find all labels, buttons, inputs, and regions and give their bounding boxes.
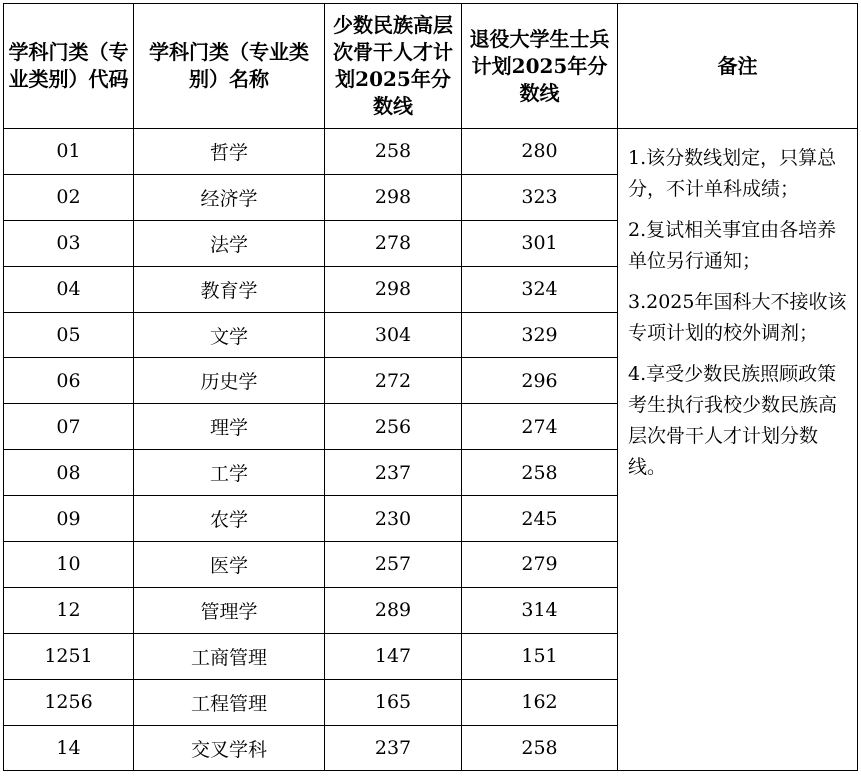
cell-code: 06 <box>4 358 134 404</box>
cell-code: 12 <box>4 587 134 633</box>
cell-minority-score: 289 <box>325 587 462 633</box>
note-item: 3.2025年国科大不接收该专项计划的校外调剂； <box>628 291 847 344</box>
cell-minority-score: 298 <box>325 174 462 220</box>
cell-name: 法学 <box>134 220 325 266</box>
cell-name: 经济学 <box>134 174 325 220</box>
cell-name: 理学 <box>134 404 325 450</box>
cell-minority-score: 237 <box>325 725 462 771</box>
cell-veteran-score: 329 <box>462 312 618 358</box>
header-notes: 备注 <box>618 4 858 129</box>
cell-code: 02 <box>4 174 134 220</box>
cell-minority-score: 258 <box>325 129 462 175</box>
header-minority-score: 少数民族高层次骨干人才计划2025年分数线 <box>325 4 462 129</box>
cell-code: 1256 <box>4 679 134 725</box>
cell-veteran-score: 151 <box>462 633 618 679</box>
table-row <box>4 129 858 175</box>
cell-name: 教育学 <box>134 266 325 312</box>
cell-name: 管理学 <box>134 587 325 633</box>
cell-veteran-score: 301 <box>462 220 618 266</box>
cell-code: 03 <box>4 220 134 266</box>
header-row <box>4 4 858 129</box>
cell-name: 工学 <box>134 450 325 496</box>
cell-name: 医学 <box>134 542 325 588</box>
header-name: 学科门类（专业类别）名称 <box>134 4 325 129</box>
cell-name: 农学 <box>134 496 325 542</box>
cell-minority-score: 272 <box>325 358 462 404</box>
cell-code: 08 <box>4 450 134 496</box>
cell-veteran-score: 279 <box>462 542 618 588</box>
cell-code: 1251 <box>4 633 134 679</box>
cell-minority-score: 257 <box>325 542 462 588</box>
cell-code: 05 <box>4 312 134 358</box>
cell-name: 历史学 <box>134 358 325 404</box>
cell-name: 工程管理 <box>134 679 325 725</box>
cell-minority-score: 304 <box>325 312 462 358</box>
note-item: 1.该分数线划定，只算总分，不计单科成绩； <box>628 147 837 200</box>
cell-veteran-score: 323 <box>462 174 618 220</box>
cell-veteran-score: 324 <box>462 266 618 312</box>
cell-code: 09 <box>4 496 134 542</box>
cell-minority-score: 147 <box>325 633 462 679</box>
cell-minority-score: 298 <box>325 266 462 312</box>
cell-veteran-score: 258 <box>462 725 618 771</box>
cell-minority-score: 256 <box>325 404 462 450</box>
header-veteran-score: 退役大学生士兵计划2025年分数线 <box>462 4 618 129</box>
note-item: 2.复试相关事宜由各培养单位另行通知； <box>628 219 837 272</box>
header-code: 学科门类（专业类别）代码 <box>4 4 134 129</box>
note-item: 4.享受少数民族照顾政策考生执行我校少数民族高层次骨干人才计划分数线。 <box>628 363 838 478</box>
cell-minority-score: 230 <box>325 496 462 542</box>
cell-code: 07 <box>4 404 134 450</box>
cell-code: 01 <box>4 129 134 175</box>
cell-veteran-score: 280 <box>462 129 618 175</box>
cell-minority-score: 165 <box>325 679 462 725</box>
notes-cell <box>618 129 858 771</box>
cell-code: 14 <box>4 725 134 771</box>
cell-minority-score: 278 <box>325 220 462 266</box>
cell-minority-score: 237 <box>325 450 462 496</box>
cell-veteran-score: 274 <box>462 404 618 450</box>
cell-veteran-score: 162 <box>462 679 618 725</box>
cell-veteran-score: 245 <box>462 496 618 542</box>
cell-name: 文学 <box>134 312 325 358</box>
cell-code: 04 <box>4 266 134 312</box>
table-body <box>4 129 858 771</box>
cell-veteran-score: 296 <box>462 358 618 404</box>
cell-code: 10 <box>4 542 134 588</box>
score-table <box>3 3 858 771</box>
cell-name: 哲学 <box>134 129 325 175</box>
cell-veteran-score: 258 <box>462 450 618 496</box>
cell-name: 交叉学科 <box>134 725 325 771</box>
cell-name: 工商管理 <box>134 633 325 679</box>
cell-veteran-score: 314 <box>462 587 618 633</box>
